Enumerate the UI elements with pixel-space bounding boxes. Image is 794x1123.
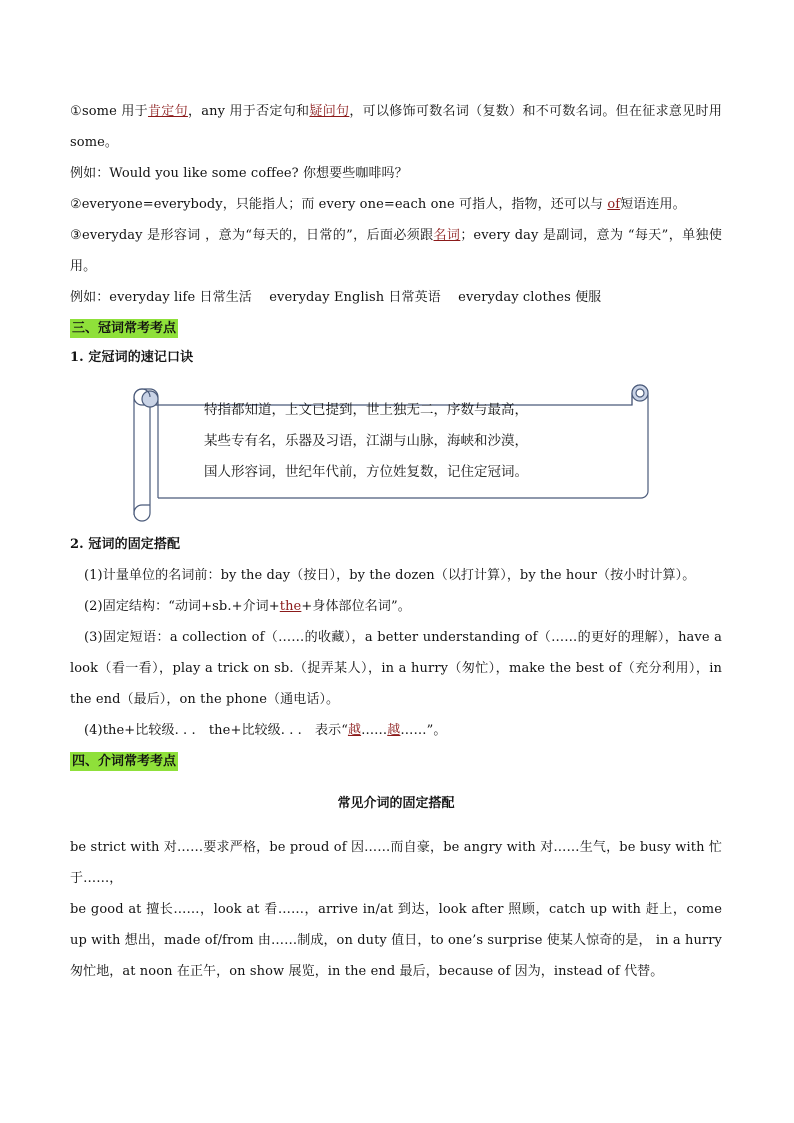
text: ；every day 是副词，意为 “每天”，单独使用。 — [70, 228, 723, 274]
underlined-term: of — [607, 197, 621, 212]
text: …… — [361, 723, 388, 738]
text: +身体部位名词”。 — [301, 599, 411, 614]
subheading-definite-article: 1. 定冠词的速记口诀 — [70, 350, 194, 365]
text: ……”。 — [400, 723, 447, 738]
example-everyday: 例如：everyday life 日常生活 everyday English 日常英语 everyday clothes 便服 — [70, 290, 602, 305]
mnemonic-line: 某些专有名，乐器及习语，江湖与山脉，海峡和沙漠， — [204, 433, 528, 449]
text: ，可以修饰可数名词（复数）和不可数名词。但在征求意见时用 some。 — [70, 104, 722, 150]
preposition-list-1: be strict with 对……要求严格，be proud of 因……而自豪，be angry with 对……生气，be busy with 忙于……， — [70, 840, 722, 886]
preposition-list-2: be good at 擅长……，look at 看……，arrive in/at 到达，look after 照顾，catch up with 赶上，come up with 想出，made of/from 由……制成，on duty 值日，to one’s surprise 使某人惊奇的是， in a hurry 匆忙地，at noon 在正午，on show 展览，in the end 最后，because of 因为，instead of 代替。 — [70, 902, 722, 979]
mnemonic-scroll — [70, 375, 722, 525]
text: ③everyday 是形容词 ，意为“每天的，日常的”，后面必须跟 — [70, 228, 434, 243]
underlined-term: 越 — [347, 723, 362, 738]
text: (2)固定结构：“动词+sb.+介词+ — [84, 599, 280, 614]
text: ②everyone=everybody，只能指人；而 every one=each one 可指人，指物，还可以与 — [70, 197, 608, 212]
underlined-term: 越 — [387, 723, 401, 738]
underlined-term: 名词 — [433, 228, 461, 243]
underlined-term: the — [279, 599, 302, 614]
collocation-item-2 — [70, 591, 722, 622]
text: 短语连用。 — [620, 197, 686, 212]
text: ①some 用于 — [70, 104, 148, 119]
mnemonic-line: 国人形容词，世纪年代前，方位姓复数，记住定冠词。 — [204, 464, 528, 480]
collocation-item-3: (3)固定短语：a collection of（……的收藏），a better understanding of（……的更好的理解），have a look（看一看），play a trick on sb.（捉弄某人），in a hurry（匆忙），make the best of（充分利用），in the end（最后），on the phone（通电话）。 — [70, 630, 722, 707]
prepositions-table-title: 常见介词的固定搭配 — [337, 796, 455, 811]
paragraph-everyday — [70, 220, 722, 282]
section-heading-articles: 三、冠词常考考点 — [72, 321, 177, 336]
mnemonic-line: 特指都知道，上文已提到，世上独无二，序数与最高， — [204, 402, 528, 418]
collocation-item-1: (1)计量单位的名词前：by the day（按日），by the dozen（以打计算），by the hour（按小时计算）。 — [84, 568, 696, 583]
document-body — [70, 96, 722, 987]
example-coffee: 例如：Would you like some coffee? 你想要些咖啡吗？ — [70, 166, 408, 181]
collocation-item-4 — [70, 715, 722, 746]
section-heading-prepositions: 四、介词常考考点 — [72, 754, 177, 769]
paragraph-everyone — [70, 189, 722, 220]
paragraph-some-any — [70, 96, 722, 158]
text: ，any 用于否定句和 — [187, 104, 310, 119]
underlined-term: 疑问句 — [309, 104, 350, 119]
text: (4)the+比较级. . . the+比较级. . . 表示“ — [84, 723, 348, 738]
underlined-term: 肯定句 — [147, 104, 188, 119]
subheading-article-collocations: 2. 冠词的固定搭配 — [70, 537, 181, 552]
mnemonic-text — [204, 395, 528, 488]
